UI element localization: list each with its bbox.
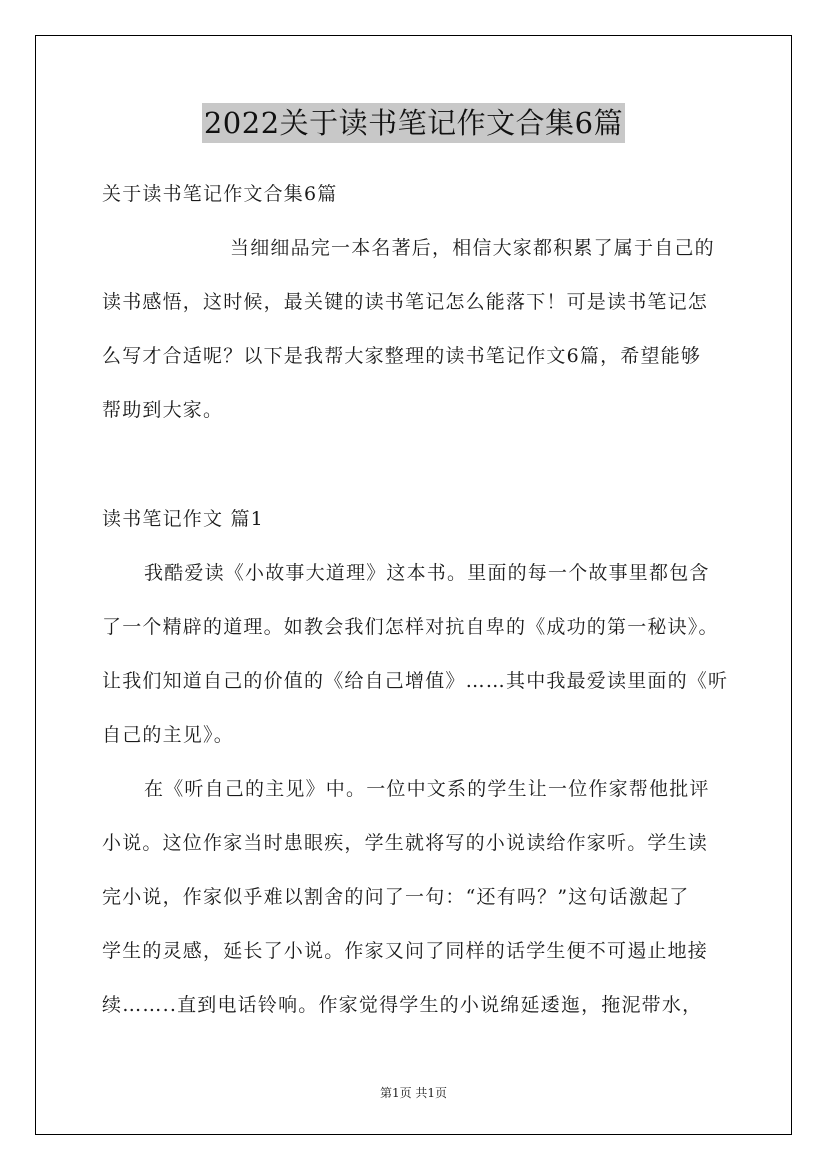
intro-line-4: 帮助到大家。: [102, 399, 224, 421]
paragraph2-line-3: 完小说，作家似乎难以割舍的问了一句：“还有吗？”这句话激起了: [102, 886, 690, 908]
section-heading: 读书笔记作文 篇1: [102, 508, 264, 530]
intro-line-3: 么写才合适呢？以下是我帮大家整理的读书笔记作文6篇，希望能够: [102, 345, 702, 367]
paragraph1-line-4: 自己的主见》。: [102, 724, 234, 746]
title-container: [0, 103, 827, 143]
intro-line-1: 当细细品完一本名著后，相信大家都积累了属于自己的: [230, 237, 715, 259]
paragraph2-line-2: 小说。这位作家当时患眼疾，学生就将写的小说读给作家听。学生读: [102, 832, 709, 854]
paragraph2-line-4: 学生的灵感，延长了小说。作家又问了同样的话学生便不可遏止地接: [102, 940, 709, 962]
paragraph1-line-2: 了一个精辟的道理。如教会我们怎样对抗自卑的《成功的第一秘诀》。: [102, 616, 719, 638]
document-title: 2022关于读书笔记作文合集6篇: [202, 103, 625, 143]
document-subtitle: 关于读书笔记作文合集6篇: [102, 183, 338, 205]
intro-line-2: 读书感悟，这时候，最关键的读书笔记怎么能落下！可是读书笔记怎: [102, 291, 709, 313]
page-footer: 第1页 共1页: [379, 1086, 448, 1100]
paragraph2-line-1: 在《听自己的主见》中。一位中文系的学生让一位作家帮他批评: [144, 778, 710, 800]
paragraph1-line-1: 我酷爱读《小故事大道理》这本书。里面的每一个故事里都包含: [144, 562, 710, 584]
paragraph2-line-5: 续……..直到电话铃响。作家觉得学生的小说绵延逶迤，拖泥带水，: [102, 994, 703, 1016]
paragraph1-line-3: 让我们知道自己的价值的《给自己增值》……其中我最爱读里面的《听: [102, 670, 729, 692]
